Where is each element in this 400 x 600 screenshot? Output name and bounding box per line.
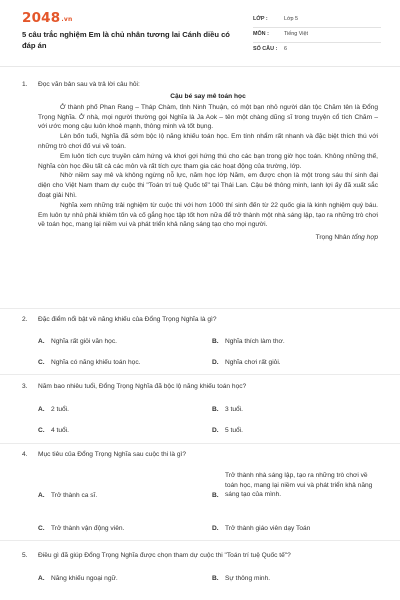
question-number: 1.: [22, 81, 28, 88]
meta-class: [253, 13, 381, 28]
option-text: 5 tuổi.: [225, 427, 243, 434]
passage-paragraph: Lên bốn tuổi, Nghĩa đã sớm bộc lộ năng khiếu toán học. Em tính nhẩm rất nhanh và đặc biệt thích thú với những trò chơi đố vui về toán.: [38, 133, 378, 150]
option-text: Năng khiếu ngoại ngữ.: [51, 575, 118, 582]
author-name: Trọng Nhân: [315, 234, 351, 242]
option-text: Trở thành vận động viên.: [51, 525, 125, 532]
meta-value: 6: [284, 46, 287, 52]
question-number: 4.: [22, 451, 28, 458]
option-text: Nghĩa rất giỏi văn học.: [51, 338, 117, 345]
option-text: 3 tuổi.: [225, 406, 243, 413]
passage-paragraph: Nghĩa xem những trải nghiệm từ cuộc thi với hơn 1000 thí sinh đến từ 22 quốc gia là kinh nghiệm quý báu. Em luôn tự nhủ phải khiêm tốn và cố gắng học tập tốt hơn nữa để trở thành một nhà sáng lập, tạo ra những trò chơi về toán học, mang lại niềm vui và phát triển khả năng sáng tạo cho mọi người.: [38, 201, 378, 229]
meta-label: SỐ CÂU :: [253, 46, 278, 52]
question-text: Đọc văn bản sau và trả lời câu hỏi:: [38, 81, 140, 88]
option-letter: A.: [38, 575, 45, 582]
question-number: 3.: [22, 383, 28, 390]
option-letter: C.: [38, 525, 45, 532]
meta-subject: [253, 28, 381, 43]
question-divider: [0, 443, 400, 444]
question-divider: [0, 308, 400, 309]
option-text: Trở thành ca sĩ.: [51, 492, 98, 499]
option-letter: A.: [38, 406, 45, 413]
option-text: 4 tuổi.: [51, 427, 69, 434]
option-text: Nghĩa có năng khiếu toán học.: [51, 359, 141, 366]
reading-passage: [38, 92, 378, 243]
meta-value: Lớp 5: [284, 16, 299, 22]
option-letter: A.: [38, 492, 45, 499]
passage-author: [38, 233, 378, 243]
header: [0, 0, 400, 66]
question-text: Đặc điểm nổi bật về năng khiếu của Đổng Trọng Nghĩa là gì?: [38, 316, 217, 323]
option-text: 2 tuổi.: [51, 406, 69, 413]
logo-text: 2048: [22, 10, 61, 26]
author-note: tổng hợp: [352, 234, 378, 242]
option-text: Trở thành nhà sáng lập, tạo ra những trò chơi về toán học, mang lại niềm vui và phát triển khả năng sáng tạo của mình.: [225, 472, 373, 499]
logo-suffix: .vn: [61, 16, 73, 23]
option-letter: A.: [38, 338, 45, 345]
site-logo[interactable]: [22, 10, 72, 26]
option-letter: D.: [212, 359, 219, 366]
passage-paragraph: Ở thành phố Phan Rang – Tháp Chàm, tỉnh Ninh Thuận, có một bạn nhỏ người dân tộc Chăm tên là Đổng Trọng Nghĩa. Ở nhà, mọi người thường gọi Nghĩa là Ja Aok – tên một chàng dũng sĩ trong truyện cổ tích Chăm – với ước mong cậu luôn khoẻ mạnh, thông minh và tốt bụng.: [38, 103, 378, 131]
question-text: Điều gì đã giúp Đổng Trọng Nghĩa được chọn tham dự cuộc thi "Toán trí tuệ Quốc tế"?: [38, 552, 291, 559]
passage-paragraph: Em luôn tích cực truyền cảm hứng và khơi gợi hứng thú cho các bạn trong giờ học toán. Không những thế, Nghĩa còn học đều tất cả các môn và rất tích cực tham gia các hoạt động của trường, lớp.: [38, 152, 378, 170]
option-letter: D.: [212, 525, 219, 532]
option-letter: B.: [212, 406, 219, 413]
passage-title: Cậu bé say mê toán học: [170, 93, 246, 100]
meta-question-count: [253, 43, 381, 58]
question-text: Mục tiêu của Đổng Trọng Nghĩa sau cuộc thi là gì?: [38, 451, 187, 458]
header-divider: [0, 66, 400, 67]
option-letter: C.: [38, 359, 45, 366]
question-text: Năm bao nhiêu tuổi, Đổng Trọng Nghĩa đã bộc lộ năng khiếu toán học?: [38, 383, 247, 390]
question-divider: [0, 540, 400, 541]
option-letter: B.: [212, 575, 219, 582]
meta-value: Tiếng Việt: [284, 31, 308, 37]
question-divider: [0, 374, 400, 375]
option-letter: B.: [212, 338, 219, 345]
meta-label: MÔN :: [253, 31, 269, 37]
question-number: 5.: [22, 552, 28, 559]
option-text: Sự thông minh.: [225, 575, 271, 582]
option-letter: B.: [212, 492, 219, 499]
meta-label: LỚP :: [253, 16, 268, 22]
question-number: 2.: [22, 316, 28, 323]
option-letter: C.: [38, 427, 45, 434]
page-title: 5 câu trắc nghiệm Em là chủ nhân tương lai Cánh diều có đáp án: [22, 30, 230, 50]
option-text: Nghĩa chơi rất giỏi.: [225, 359, 281, 366]
option-text: Trở thành giáo viên dạy Toán: [225, 525, 311, 532]
option-text: Nghĩa thích làm thơ.: [225, 338, 285, 345]
passage-paragraph: Nhờ niềm say mê và không ngừng nỗ lực, năm học lớp Năm, em được chọn là một trong sáu thí sinh đại diện cho Việt Nam tham dự cuộc thi "Toán trí tuệ Quốc tế" tại Thái Lan. Cậu bé thông minh, lanh lợi ấy đã xuất sắc đoạt giải Nhì.: [38, 172, 378, 199]
option-letter: D.: [212, 427, 219, 434]
